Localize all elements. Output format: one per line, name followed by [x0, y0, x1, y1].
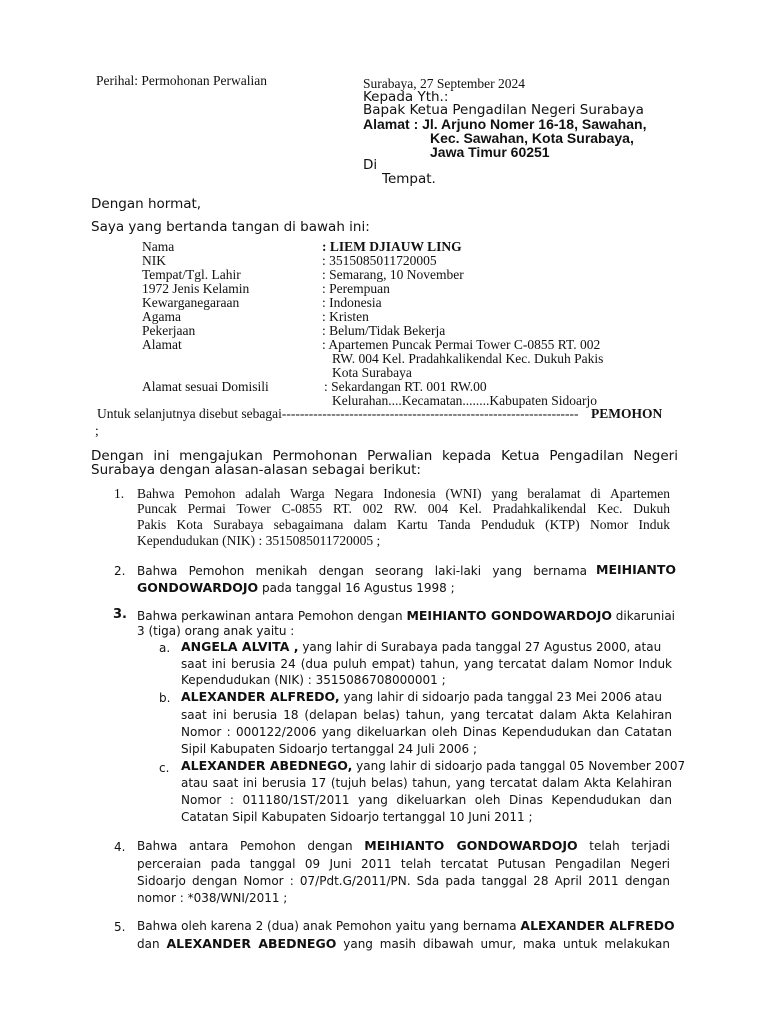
item-number: 4. [114, 840, 126, 854]
item-line: saat ini berusia 18 (delapan belas) tahun, yang tercatat dalam Akta Kelahiran [181, 708, 672, 722]
child-name: ALEXANDER ALFREDO [520, 918, 675, 933]
subject-line: Perihal: Permohonan Perwalian [96, 73, 267, 88]
ttl-value: : Semarang, 10 November [322, 267, 464, 282]
sub-number: b. [159, 691, 171, 705]
item-line: yang lahir di sidoarjo pada tanggal 23 Mei 2006 atau [339, 690, 662, 704]
item-number: 1. [114, 486, 125, 501]
nama-label: Nama [142, 239, 175, 254]
item-line: Bahwa perkawinan antara Pemohon dengan [137, 609, 407, 623]
item-line: Kependudukan (NIK) : 3515085011720005 ; [137, 533, 381, 548]
alamat-value-line1: : Apartemen Puncak Permai Tower C-0855 RT. 002 [322, 337, 601, 352]
child-name: ALEXANDER ABEDNEGO, [181, 758, 353, 773]
child-name: ANGELA ALVITA , [181, 639, 299, 654]
item-line: saat ini berusia 24 (dua puluh empat) tahun, yang tercatat dalam Nomor Induk [181, 657, 672, 671]
husband-name: MEIHIANTO GONDOWARDOJO [406, 608, 612, 623]
nik-label: NIK [142, 253, 166, 268]
husband-name-part2: GONDOWARDOJO [137, 580, 259, 595]
pekerjaan-value: : Belum/Tidak Bekerja [322, 323, 446, 338]
recipient-address-line1: Alamat : Jl. Arjuno Nomer 16-18, Sawahan, [363, 116, 647, 132]
item-line: Bahwa antara Pemohon dengan [137, 839, 365, 853]
agama-value: : Kristen [322, 309, 369, 324]
intro-sentence: Saya yang bertanda tangan di bawah ini: [91, 219, 370, 235]
domisili-value-line1: : Sekardangan RT. 001 RW.00 [324, 379, 487, 394]
item-line: Pakis Kota Surabaya sebagaimana dalam Kartu Tanda Penduduk (KTP) Nomor Induk [137, 517, 670, 532]
item-line: Puncak Permai Tower C-0855 RT. 002 RW. 004 Kel. Pradahkalikendal Kec. Dukuh [137, 501, 670, 516]
recipient-address-line3: Jawa Timur 60251 [430, 144, 550, 160]
child-name: ALEXANDER ABEDNEGO [166, 936, 337, 951]
item-line: Bahwa Pemohon menikah dengan seorang laki-laki yang bernama [137, 564, 587, 578]
item-line: dan [137, 937, 167, 951]
item-line: telah terjadi [577, 839, 670, 853]
domisili-label: Alamat sesuai Domisili [142, 379, 269, 394]
di-label: Di [363, 157, 378, 173]
domisili-value-line2: Kelurahan....Kecamatan........Kabupaten Sidoarjo [332, 393, 598, 408]
agama-label: Agama [142, 309, 181, 324]
item-line: dikaruniai [611, 609, 676, 623]
sub-number: a. [159, 641, 171, 655]
alamat-value-line2: RW. 004 Kel. Pradahkalikendal Kec. Dukuh Pakis [332, 351, 604, 366]
greeting: Dengan hormat, [91, 196, 202, 212]
item-line: Kependudukan (NIK) : 3515086708000001 ; [181, 673, 446, 687]
item-line: pada tanggal 16 Agustus 1998 ; [258, 581, 455, 595]
recipient-address-line2: Kec. Sawahan, Kota Surabaya, [430, 130, 634, 146]
child-name: ALEXANDER ALFREDO, [181, 689, 340, 704]
nama-value: : LIEM DJIAUW LING [322, 239, 462, 254]
item-line: nomor : *038/WNI/2011 ; [137, 891, 288, 905]
letter-date: Surabaya, 27 September 2024 [363, 76, 525, 91]
item-line: yang lahir di Surabaya pada tanggal 27 Agustus 2000, atau [298, 640, 662, 654]
kewarganegaraan-label: Kewarganegaraan [142, 295, 240, 310]
pemohon-designation: Untuk selanjutnya disebut sebagai------------------------------------------------------------------ [97, 406, 579, 421]
sub-number: c. [159, 761, 170, 775]
request-line1: Dengan ini mengajukan Permohonan Perwalian kepada Ketua Pengadilan Negeri [91, 448, 678, 464]
pemohon-word: PEMOHON [591, 406, 663, 421]
tempat-label: Tempat. [382, 171, 436, 187]
husband-name-part1: MEIHIANTO [596, 562, 677, 577]
item-line: Bahwa Pemohon adalah Warga Negara Indonesia (WNI) yang beralamat di Apartemen [137, 486, 670, 501]
kewarganegaraan-value: : Indonesia [322, 295, 382, 310]
kepada-label: Kepada Yth.: [363, 89, 449, 105]
husband-name: MEIHIANTO GONDOWARDOJO [364, 838, 578, 853]
item-line: Bahwa oleh karena 2 (dua) anak Pemohon yaitu yang bernama [137, 919, 521, 933]
nik-value: : 3515085011720005 [322, 253, 437, 268]
item-line: Nomor : 000122/2006 yang dikeluarkan oleh Dinas Kependudukan dan Catatan [181, 725, 672, 739]
jenis-kelamin-label: 1972 Jenis Kelamin [142, 281, 250, 296]
item-line: atau saat ini berusia 17 (tujuh belas) tahun, yang tercatat dalam Akta Kelahiran [181, 776, 672, 790]
item-line: perceraian pada tanggal 09 Juni 2011 telah tercatat Putusan Pengadilan Negeri [137, 857, 670, 871]
recipient: Bapak Ketua Pengadilan Negeri Surabaya [363, 102, 644, 118]
item-line: Nomor : 011180/1ST/2011 yang dikeluarkan oleh Dinas Kependudukan dan [181, 793, 672, 807]
item-line: 3 (tiga) orang anak yaitu : [137, 624, 295, 638]
alamat-value-line3: Kota Surabaya [332, 365, 412, 380]
pekerjaan-label: Pekerjaan [142, 323, 196, 338]
item-number: 2. [114, 564, 126, 578]
item-line: Catatan Sipil Kabupaten Sidoarjo tertanggal 10 Juni 2011 ; [181, 810, 533, 824]
item-line: Sipil Kabupaten Sidoarjo tertanggal 24 Juli 2006 ; [181, 742, 477, 756]
ttl-label: Tempat/Tgl. Lahir [142, 267, 241, 282]
item-number: 3. [113, 607, 127, 622]
alamat-label: Alamat [142, 337, 182, 352]
item-line: Sidoarjo dengan Nomor : 07/Pdt.G/2011/PN. Sda pada tanggal 28 April 2011 dengan [137, 874, 670, 888]
item-line: yang lahir di sidoarjo pada tanggal 05 November 2007 [352, 759, 686, 773]
item-line: yang masih dibawah umur, maka untuk melakukan [336, 937, 670, 951]
request-line2: Surabaya dengan alasan-alasan sebagai berikut: [91, 462, 421, 478]
pemohon-semicolon: ; [95, 423, 99, 438]
jenis-kelamin-value: : Perempuan [322, 281, 390, 296]
item-number: 5. [114, 920, 126, 934]
